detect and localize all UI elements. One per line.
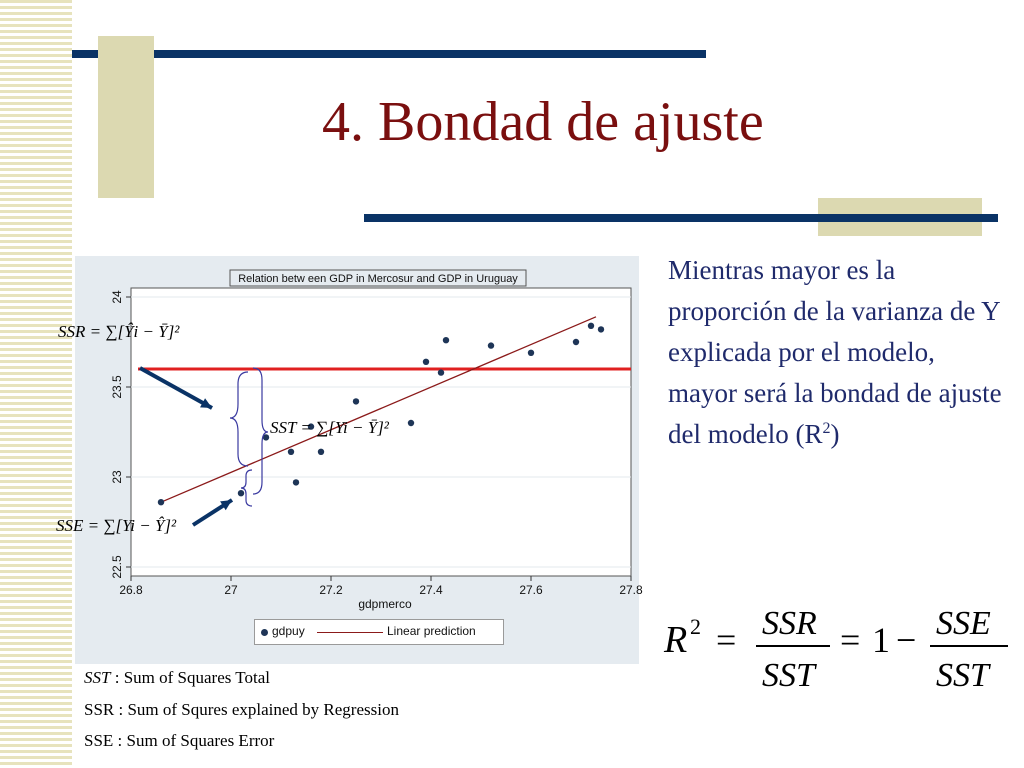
r2-one: 1	[872, 620, 890, 660]
x-tick-label: 27.8	[619, 583, 643, 597]
legend-label-linear: Linear prediction	[387, 624, 476, 638]
x-tick-label: 27.4	[419, 583, 443, 597]
sst-formula	[270, 418, 389, 438]
definition-sst-abbr: SST	[84, 668, 111, 687]
r2-equals-2: =	[840, 620, 861, 660]
definition-sse-text: : Sum of Squares Error	[117, 731, 275, 750]
data-point	[438, 369, 444, 375]
data-point	[488, 342, 494, 348]
definition-sst	[84, 668, 270, 688]
sse-formula-text: SSE = ∑[Yi − Ŷ]²	[56, 516, 177, 535]
sse-formula	[56, 516, 176, 536]
data-point	[408, 420, 414, 426]
x-tick-label: 27.2	[319, 583, 343, 597]
explanation-body: Mientras mayor es la proporción de la varianza de Y explicada por el modelo, mayor será la bondad de ajuste del modelo (R	[668, 255, 1002, 449]
x-tick-label: 27	[224, 583, 238, 597]
r2-symbol: R	[664, 619, 688, 661]
data-point	[598, 326, 604, 332]
definition-ssr	[84, 700, 399, 720]
sst-formula-text: SST = ∑[Yi − Ȳ]²	[270, 418, 389, 437]
ssr-formula-text: SSR = ∑[Ŷi − Ȳ]²	[58, 322, 180, 341]
data-point	[528, 350, 534, 356]
r2-denominator-sst-2: SST	[936, 657, 989, 694]
data-point	[573, 339, 579, 345]
definition-sse-abbr: SSE	[84, 731, 114, 750]
r-squared-formula	[660, 596, 1020, 696]
x-tick-label: 26.8	[119, 583, 143, 597]
y-tick-label: 23.5	[110, 375, 124, 399]
chart-legend	[254, 619, 504, 645]
explanation-superscript: 2	[822, 420, 831, 437]
data-point	[353, 398, 359, 404]
ssr-formula	[58, 322, 179, 342]
data-point	[158, 499, 164, 505]
y-tick-label: 24	[110, 290, 124, 304]
explanation-close: )	[830, 419, 840, 449]
data-point	[238, 490, 244, 496]
chart-title: Relation betw een GDP in Mercosur and GDP in Uruguay	[238, 273, 518, 285]
r2-denominator-sst-1: SST	[762, 657, 815, 694]
data-point	[293, 479, 299, 485]
y-tick-label: 23	[110, 470, 124, 484]
slide-title: 4. Bondad de ajuste	[322, 91, 764, 153]
data-point	[288, 449, 294, 455]
r2-equals-1: =	[716, 620, 737, 660]
data-point	[443, 337, 449, 343]
x-tick-label: 27.6	[519, 583, 543, 597]
definition-ssr-abbr: SSR	[84, 700, 115, 719]
r2-exponent: 2	[690, 614, 701, 639]
r2-numerator-sse: SSE	[936, 605, 991, 642]
r2-minus: −	[896, 620, 917, 660]
data-point	[588, 323, 594, 329]
legend-marker-linear	[317, 632, 383, 633]
y-tick-label: 22.5	[110, 555, 124, 579]
definition-sse	[84, 731, 274, 751]
data-point	[423, 359, 429, 365]
legend-label-gdpuy: gdpuy	[272, 624, 305, 638]
definition-ssr-text: : Sum of Squres explained by Regression	[118, 700, 399, 719]
r2-numerator-ssr: SSR	[762, 605, 817, 642]
data-point	[318, 449, 324, 455]
legend-marker-gdpuy	[261, 629, 268, 636]
definition-sst-text: : Sum of Squares Total	[114, 668, 270, 687]
x-axis-label: gdpmerco	[358, 597, 412, 611]
